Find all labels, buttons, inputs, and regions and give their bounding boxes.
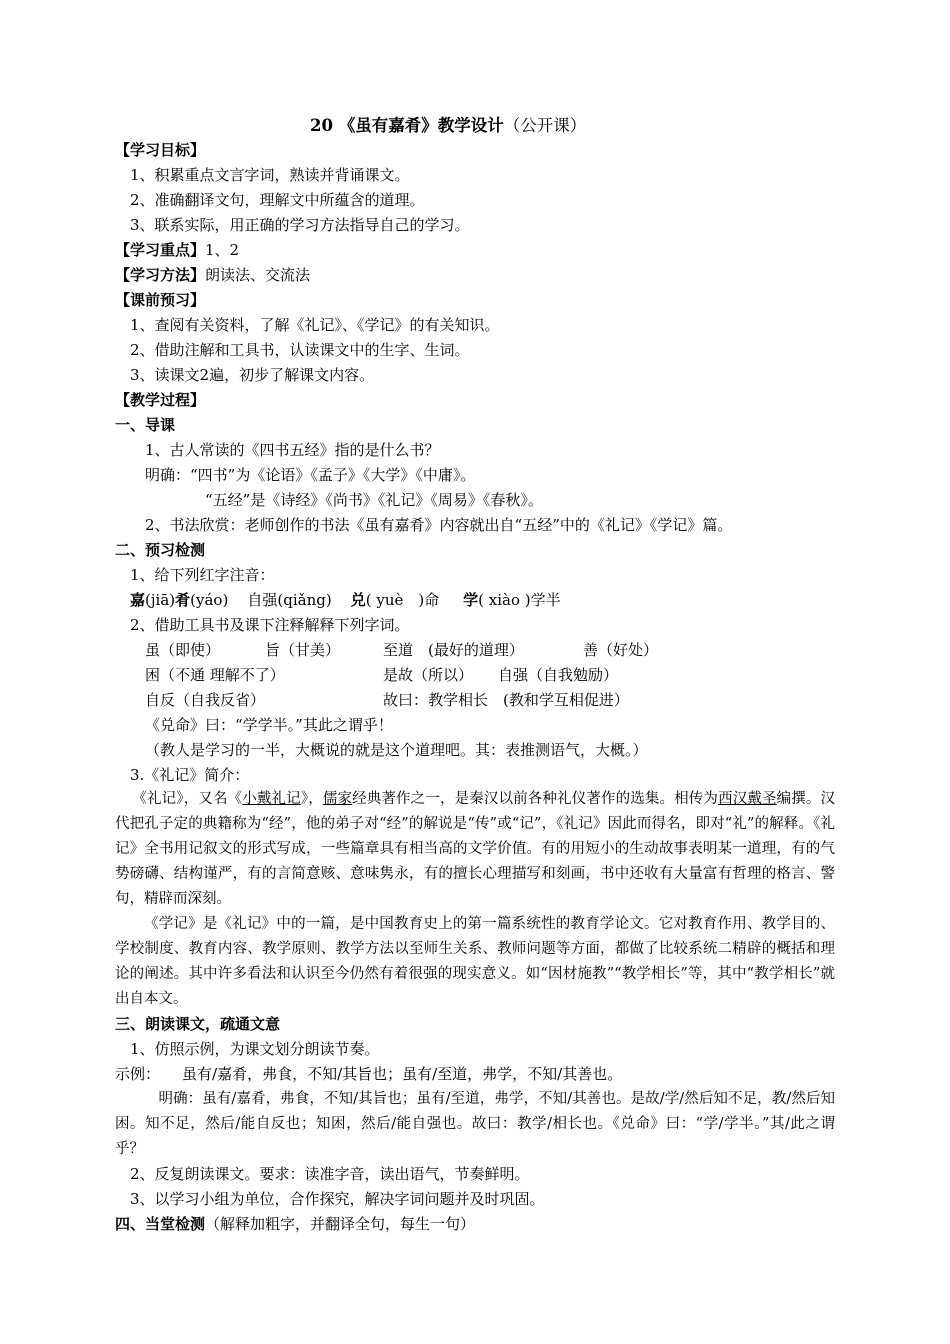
objective-item: 1、积累重点文言字词，熟读并背诵课文。: [130, 166, 410, 184]
vocab-entry: 善（好处）: [583, 641, 659, 659]
section2-item: 1、给下列红字注音：: [130, 566, 275, 584]
example-line: 示例： 虽有/嘉肴，弗食，不知/其旨也；虽有/至道，弗学，不知/其善也。: [115, 1065, 623, 1083]
liji-link[interactable]: 小戴礼记: [242, 791, 301, 807]
section2-item: 3.《礼记》简介：: [130, 766, 250, 784]
vocab-entry: 旨（甘美）: [265, 641, 341, 659]
process-heading: 【教学过程】: [115, 391, 206, 409]
section1-answer: 明确：“四书”为《论语》《孟子》《大学》《中庸》。: [145, 466, 476, 484]
preview-item: 3、读课文2遍，初步了解课文内容。: [130, 366, 375, 384]
vocab-entry: 是故（所以）: [383, 666, 474, 684]
vocab-entry: 自强（自我勉励）: [498, 666, 619, 684]
section1-answer: “五经”是《诗经》《尚书》《礼记》《周易》《春秋》。: [205, 491, 543, 509]
xueji-paragraph: 《学记》是《礼记》中的一篇，是中国教育史上的第一篇系统性的教育学论文。它对教育作用、教学目的、学校制度、教育内容、教学原则、教学方法以至师生关系、教师问题等方面，都做了比较系统二精辟的概括和理论的阐述。其中许多看法和认识至今仍然有着很强的现实意义。如“因材施教”“教学相长”等，其中“教学相长”就出自本文。: [115, 916, 835, 1007]
method-line: 【学习方法】朗读法、交流法: [115, 266, 311, 284]
section3-item: 2、反复朗读课文。要求：读准字音，读出语气，节奏鲜明。: [130, 1165, 530, 1183]
vocab-entry: 虽（即使）: [145, 641, 221, 659]
mingque-paragraph: 明确：虽有/嘉肴，弗食，不知/其旨也；虽有/至道，弗学，不知/其善也。是故/学/然后知不足，教/然后知困。知不足，然后/能自反也；知困，然后/能自强也。故曰：教学/相长也。《兑命》曰：“学/学半。”其/此之谓乎？: [115, 1091, 835, 1157]
section1-heading: 一、导课: [115, 416, 176, 434]
pinyin-row: 嘉(jiā)肴(yáo) 自强(qiǎng) 兑( yuè )命 学( xiào )学半: [130, 591, 561, 609]
objective-item: 2、准确翻译文句，理解文中所蕴含的道理。: [130, 191, 425, 209]
vocab-entry: 自反（自我反省）: [145, 691, 266, 709]
section1-calligraphy: 2、书法欣赏：老师创作的书法《虽有嘉肴》内容就出自“五经”中的《礼记》《学记》篇。: [145, 516, 733, 534]
preview-heading: 【课前预习】: [115, 291, 206, 309]
section3-item: 3、以学习小组为单位，合作探究，解决字词问题并及时巩固。: [130, 1190, 545, 1208]
quote-note: （教人是学习的一半，大概说的就是这个道理吧。其：表推测语气，大概。）: [145, 741, 648, 759]
preview-item: 2、借助注解和工具书，认读课文中的生字、生词。: [130, 341, 470, 359]
quote-line: 《兑命》曰：“学学半。”其此之谓乎！: [145, 716, 393, 734]
section3-item: 1、仿照示例，为课文划分朗读节奏。: [130, 1040, 380, 1058]
vocab-entry: 故曰：教学相长 (教和学互相促进）: [383, 691, 629, 709]
rujia-link[interactable]: 儒家: [322, 791, 353, 807]
focus-line: 【学习重点】1、2: [115, 241, 240, 259]
objective-item: 3、联系实际，用正确的学习方法指导自己的学习。: [130, 216, 470, 234]
section2-item: 2、借助工具书及课下注释解释下列字词。: [130, 616, 410, 634]
section3-heading: 三、朗读课文，疏通文意: [115, 1015, 281, 1033]
vocab-entry: 困（不通 理解不了）: [145, 666, 285, 684]
section2-heading: 二、预习检测: [115, 541, 206, 559]
vocab-entry: 至道 (最好的道理）: [383, 641, 524, 659]
objectives-heading: 【学习目标】: [115, 141, 206, 159]
daisheng-link[interactable]: 西汉戴圣: [718, 791, 777, 807]
preview-item: 1、查阅有关资料，了解《礼记》、《学记》的有关知识。: [130, 316, 500, 334]
section1-question: 1、古人常读的《四书五经》指的是什么书？: [145, 441, 440, 459]
liji-intro-paragraph: 《礼记》，又名《小戴礼记》，儒家经典著作之一，是秦汉以前各种礼仪著作的选集。相传为西汉戴圣编撰。汉代把孔子定的典籍称为“经”，他的弟子对“经”的解说是“传”或“记”，《礼记》因此而得名，即对“礼”的解释。《礼记》全书用记叙文的形式写成，一些篇章具有相当高的文学价值。有的用短小的生动故事表明某一道理，有的气势磅礴、结构谨严，有的言简意赅、意味隽永，有的擅长心理描写和刻画，书中还收有大量富有哲理的格言、警句，精辟而深刻。: [115, 791, 836, 907]
section4-heading: 四、当堂检测（解释加粗字，并翻译全句，每生一句）: [115, 1215, 476, 1233]
page-title: 20 《虽有嘉肴》教学设计（公开课）: [310, 116, 587, 135]
